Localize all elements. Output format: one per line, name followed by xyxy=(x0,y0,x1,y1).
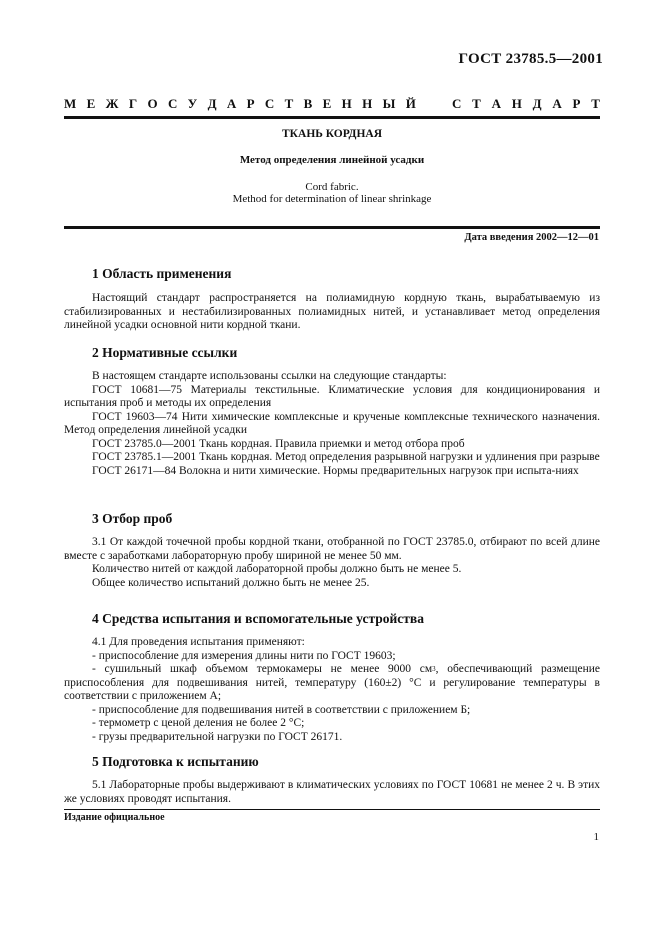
interstate-letter: Н xyxy=(341,96,352,111)
section-2-intro: В настоящем стандарте использованы ссылки на следующие стандарты: xyxy=(92,370,447,382)
equipment-item: - термометр с ценой деления не более 2 °С; xyxy=(92,717,305,729)
interstate-letter: Ы xyxy=(382,96,396,111)
standard-letter: А xyxy=(491,96,501,111)
section-3-paragraph-1: 3.1 От каждой точечной пробы кордной ткани, отобранной по ГОСТ 23785.0, отбирают по всей длине вместе с заработками лабораторную пробу шириной не менее 50 мм. xyxy=(64,536,600,562)
standard-letter: Т xyxy=(472,96,481,111)
oven-unit-superscript: 3 xyxy=(432,665,436,673)
section-1-paragraph: Настоящий стандарт распространяется на полиамидную кордную ткань, вырабатываемую из стабилизированных и нестабилизированных полиамидных нитей, и устанавливает метод определения линейной усадки основной нити кордной ткани. xyxy=(64,292,600,331)
reference-item: ГОСТ 19603—74 Нити химические комплексные и крученые комплексные технического назначения. Метод определения линейной усадки xyxy=(64,410,600,436)
interstate-letter: Ж xyxy=(105,96,119,111)
english-title xyxy=(64,181,600,205)
section-4-heading: 4 Средства испытания и вспомогательные устройства xyxy=(92,611,424,626)
interstate-letter: Т xyxy=(284,96,294,111)
standard-letter: Д xyxy=(532,96,542,111)
standard-letter: Р xyxy=(572,96,581,111)
english-title-line-2: Method for determination of linear shrinkage xyxy=(232,193,432,205)
standard-letter: Н xyxy=(511,96,522,111)
section-3-heading: 3 Отбор проб xyxy=(92,511,173,526)
interstate-letter: Р xyxy=(246,96,255,111)
section-3-paragraph-3: Общее количество испытаний должно быть не менее 25. xyxy=(92,576,370,589)
interstate-standard-heading xyxy=(64,96,600,112)
standard-letter: Т xyxy=(591,96,600,111)
interstate-letter: С xyxy=(264,96,275,111)
interstate-letter: В xyxy=(303,96,313,111)
page-subtitle: Метод определения линейной усадки xyxy=(239,154,425,166)
section-1-heading: 1 Область применения xyxy=(92,266,232,281)
interstate-letter: Е xyxy=(322,96,332,111)
equipment-item-oven xyxy=(64,663,600,704)
section-5-heading: 5 Подготовка к испытанию xyxy=(92,754,259,769)
interstate-letter: Й xyxy=(405,96,416,111)
interstate-letter: Н xyxy=(362,96,373,111)
edition-label: Издание официальное xyxy=(64,812,165,823)
section-3-paragraph-2: Количество нитей от каждой лабораторной пробы должно быть не менее 5. xyxy=(92,563,462,575)
interstate-letter: О xyxy=(147,96,158,111)
section-4-paragraph: 4.1 Для проведения испытания применяют: xyxy=(92,636,305,648)
english-title-line-1: Cord fabric. xyxy=(305,181,359,193)
interstate-letter: Г xyxy=(128,96,138,111)
middle-rule xyxy=(64,226,600,229)
section-5-paragraph: 5.1 Лабораторные пробы выдерживают в климатических условиях по ГОСТ 10681 не менее 2 ч. В этих же условиях проводят испытания. xyxy=(64,779,600,805)
reference-item: ГОСТ 23785.1—2001 Ткань кордная. Метод определения разрывной нагрузки и удлинения при разрыве xyxy=(92,451,600,463)
section-3-body xyxy=(64,536,600,590)
reference-item: ГОСТ 23785.0—2001 Ткань кордная. Правила приемки и метод отбора проб xyxy=(92,437,465,450)
interstate-letter: А xyxy=(226,96,237,111)
page-number: 1 xyxy=(593,831,599,843)
interstate-word xyxy=(64,96,416,112)
interstate-letter: Д xyxy=(207,96,217,111)
oven-text-a: - сушильный шкаф объемом термокамеры не менее 9000 см xyxy=(92,663,433,675)
oven-text-b: , обеспечивающий размещение приспособления для подвешивания нитей, температуру (160±2) °С и регулирование температуры в соответствии с приложением А; xyxy=(64,663,600,702)
document-code: ГОСТ 23785.5—2001 xyxy=(458,51,603,67)
section-2-body xyxy=(64,370,600,478)
interstate-letter: С xyxy=(167,96,178,111)
equipment-item: - приспособление для подвешивания нитей в соответствии с приложением Б; xyxy=(92,703,471,716)
equipment-item: - грузы предварительной нагрузки по ГОСТ 26171. xyxy=(92,730,343,743)
section-2-heading: 2 Нормативные ссылки xyxy=(92,345,238,360)
interstate-letter: Е xyxy=(86,96,96,111)
standard-word xyxy=(452,96,600,112)
standard-letter: А xyxy=(552,96,562,111)
standard-letter: С xyxy=(452,96,462,111)
top-rule xyxy=(64,116,600,119)
section-5-body xyxy=(64,779,600,806)
page-title: ТКАНЬ КОРДНАЯ xyxy=(282,128,382,140)
interstate-letter: М xyxy=(64,96,77,111)
introduction-date: Дата введения 2002—12—01 xyxy=(464,232,599,243)
reference-item: ГОСТ 26171—84 Волокна и нити химические. Нормы предварительных нагрузок при испыта-ниях xyxy=(92,464,579,477)
section-1-body xyxy=(64,292,600,333)
interstate-letter: У xyxy=(187,96,198,111)
section-4-body xyxy=(64,636,600,744)
footer-rule xyxy=(64,809,600,810)
reference-item: ГОСТ 10681—75 Материалы текстильные. Климатические условия для кондиционирования и испытания проб и методы их определения xyxy=(64,383,600,409)
equipment-item: - приспособление для измерения длины нити по ГОСТ 19603; xyxy=(92,649,396,662)
